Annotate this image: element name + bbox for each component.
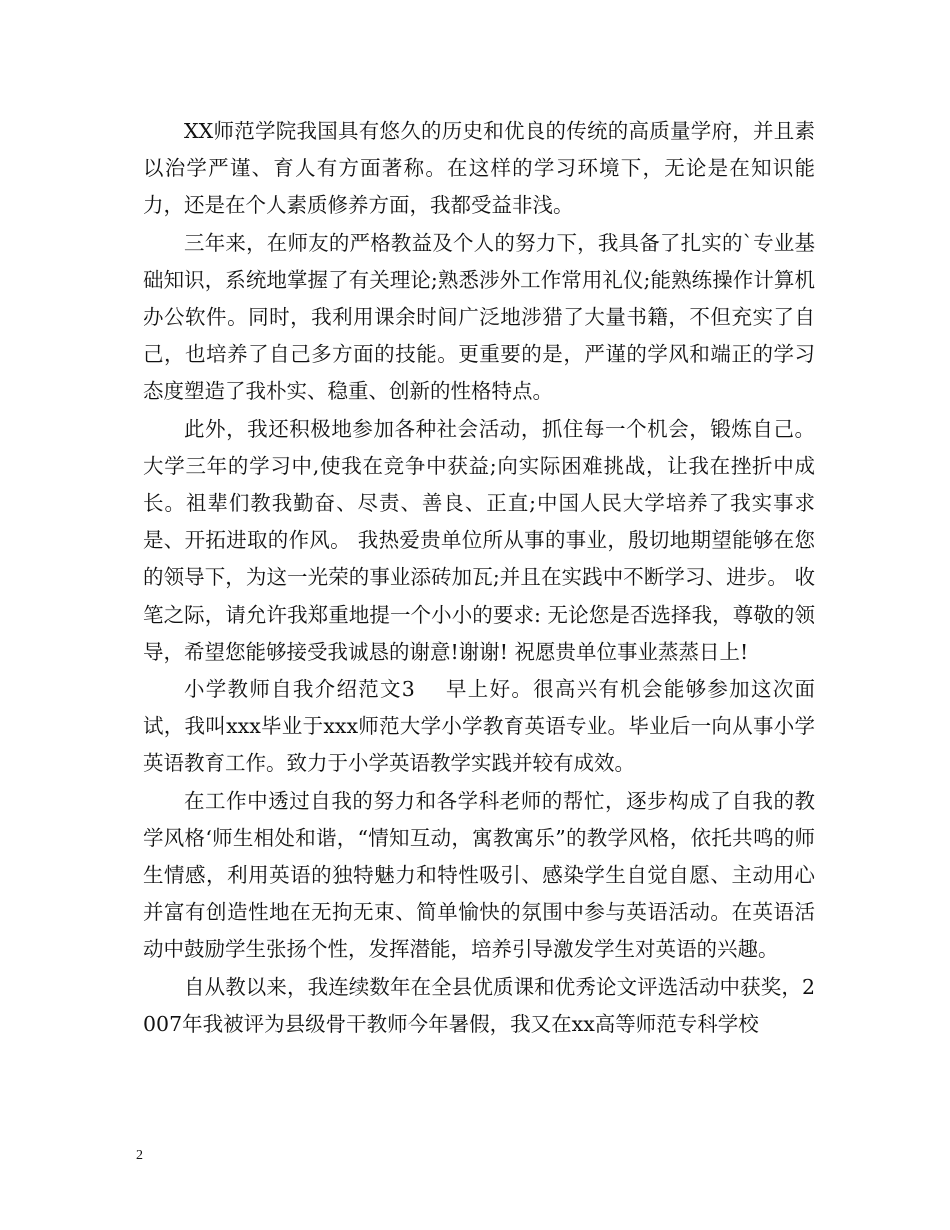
paragraph-4: 小学教师自我介绍范文3 早上好。很高兴有机会能够参加这次面试，我叫xxx毕业于xxx师范大学小学教育英语专业。毕业后一向从事小学英语教育工作。致力于小学英语教学实践并较有成效。 [143, 677, 815, 776]
paragraph-5: 在工作中透过自我的努力和各学科老师的帮忙，逐步构成了自我的教学风格‘师生相处和谐，“情知互动，寓教寓乐”的教学风格，依托共鸣的师生情感，利用英语的独特魅力和特性吸引、感染学生自觉自愿、主动用心并富有创造性地在无拘无束、简单愉快的氛围中参与英语活动。在英语活动中鼓励学生张扬个性，发挥潜能，培养引导激发学生对英语的兴趣。 [143, 788, 815, 962]
paragraph-2: 三年来，在师友的严格教益及个人的努力下，我具备了扎实的`专业基础知识，系统地掌握了有关理论;熟悉涉外工作常用礼仪;能熟练操作计算机办公软件。同时，我利用课余时间广泛地涉猎了大量书籍，不但充实了自己，也培养了自己多方面的技能。更重要的是，严谨的学风和端正的学习态度塑造了我朴实、稳重、创新的性格特点。 [143, 230, 815, 404]
paragraph-6: 自从教以来，我连续数年在全县优质课和优秀论文评选活动中获奖，2007年我被评为县级骨干教师今年暑假，我又在xx高等师范专科学校 [143, 974, 815, 1036]
paragraph-3: 此外，我还积极地参加各种社会活动，抓住每一个机会，锻炼自己。大学三年的学习中,使我在竞争中获益;向实际困难挑战，让我在挫折中成长。祖辈们教我勤奋、尽责、善良、正直;中国人民大学培养了我实事求是、开拓进取的作风。 我热爱贵单位所从事的事业，殷切地期望能够在您的领导下，为这一光荣的事业添砖加瓦;并且在实践中不断学习、进步。 收笔之际，请允许我郑重地提一个小小的要求: 无论您是否选择我，尊敬的领导，希望您能够接受我诚恳的谢意!谢谢! 祝愿贵单位事业蒸蒸日上! [143, 416, 815, 664]
page-number: 2 [136, 1148, 143, 1163]
paragraph-1: XX师范学院我国具有悠久的历史和优良的传统的高质量学府，并且素以治学严谨、育人有方面著称。在这样的学习环境下，无论是在知识能力，还是在个人素质修养方面，我都受益非浅。 [143, 119, 815, 218]
document-body [143, 113, 815, 1043]
